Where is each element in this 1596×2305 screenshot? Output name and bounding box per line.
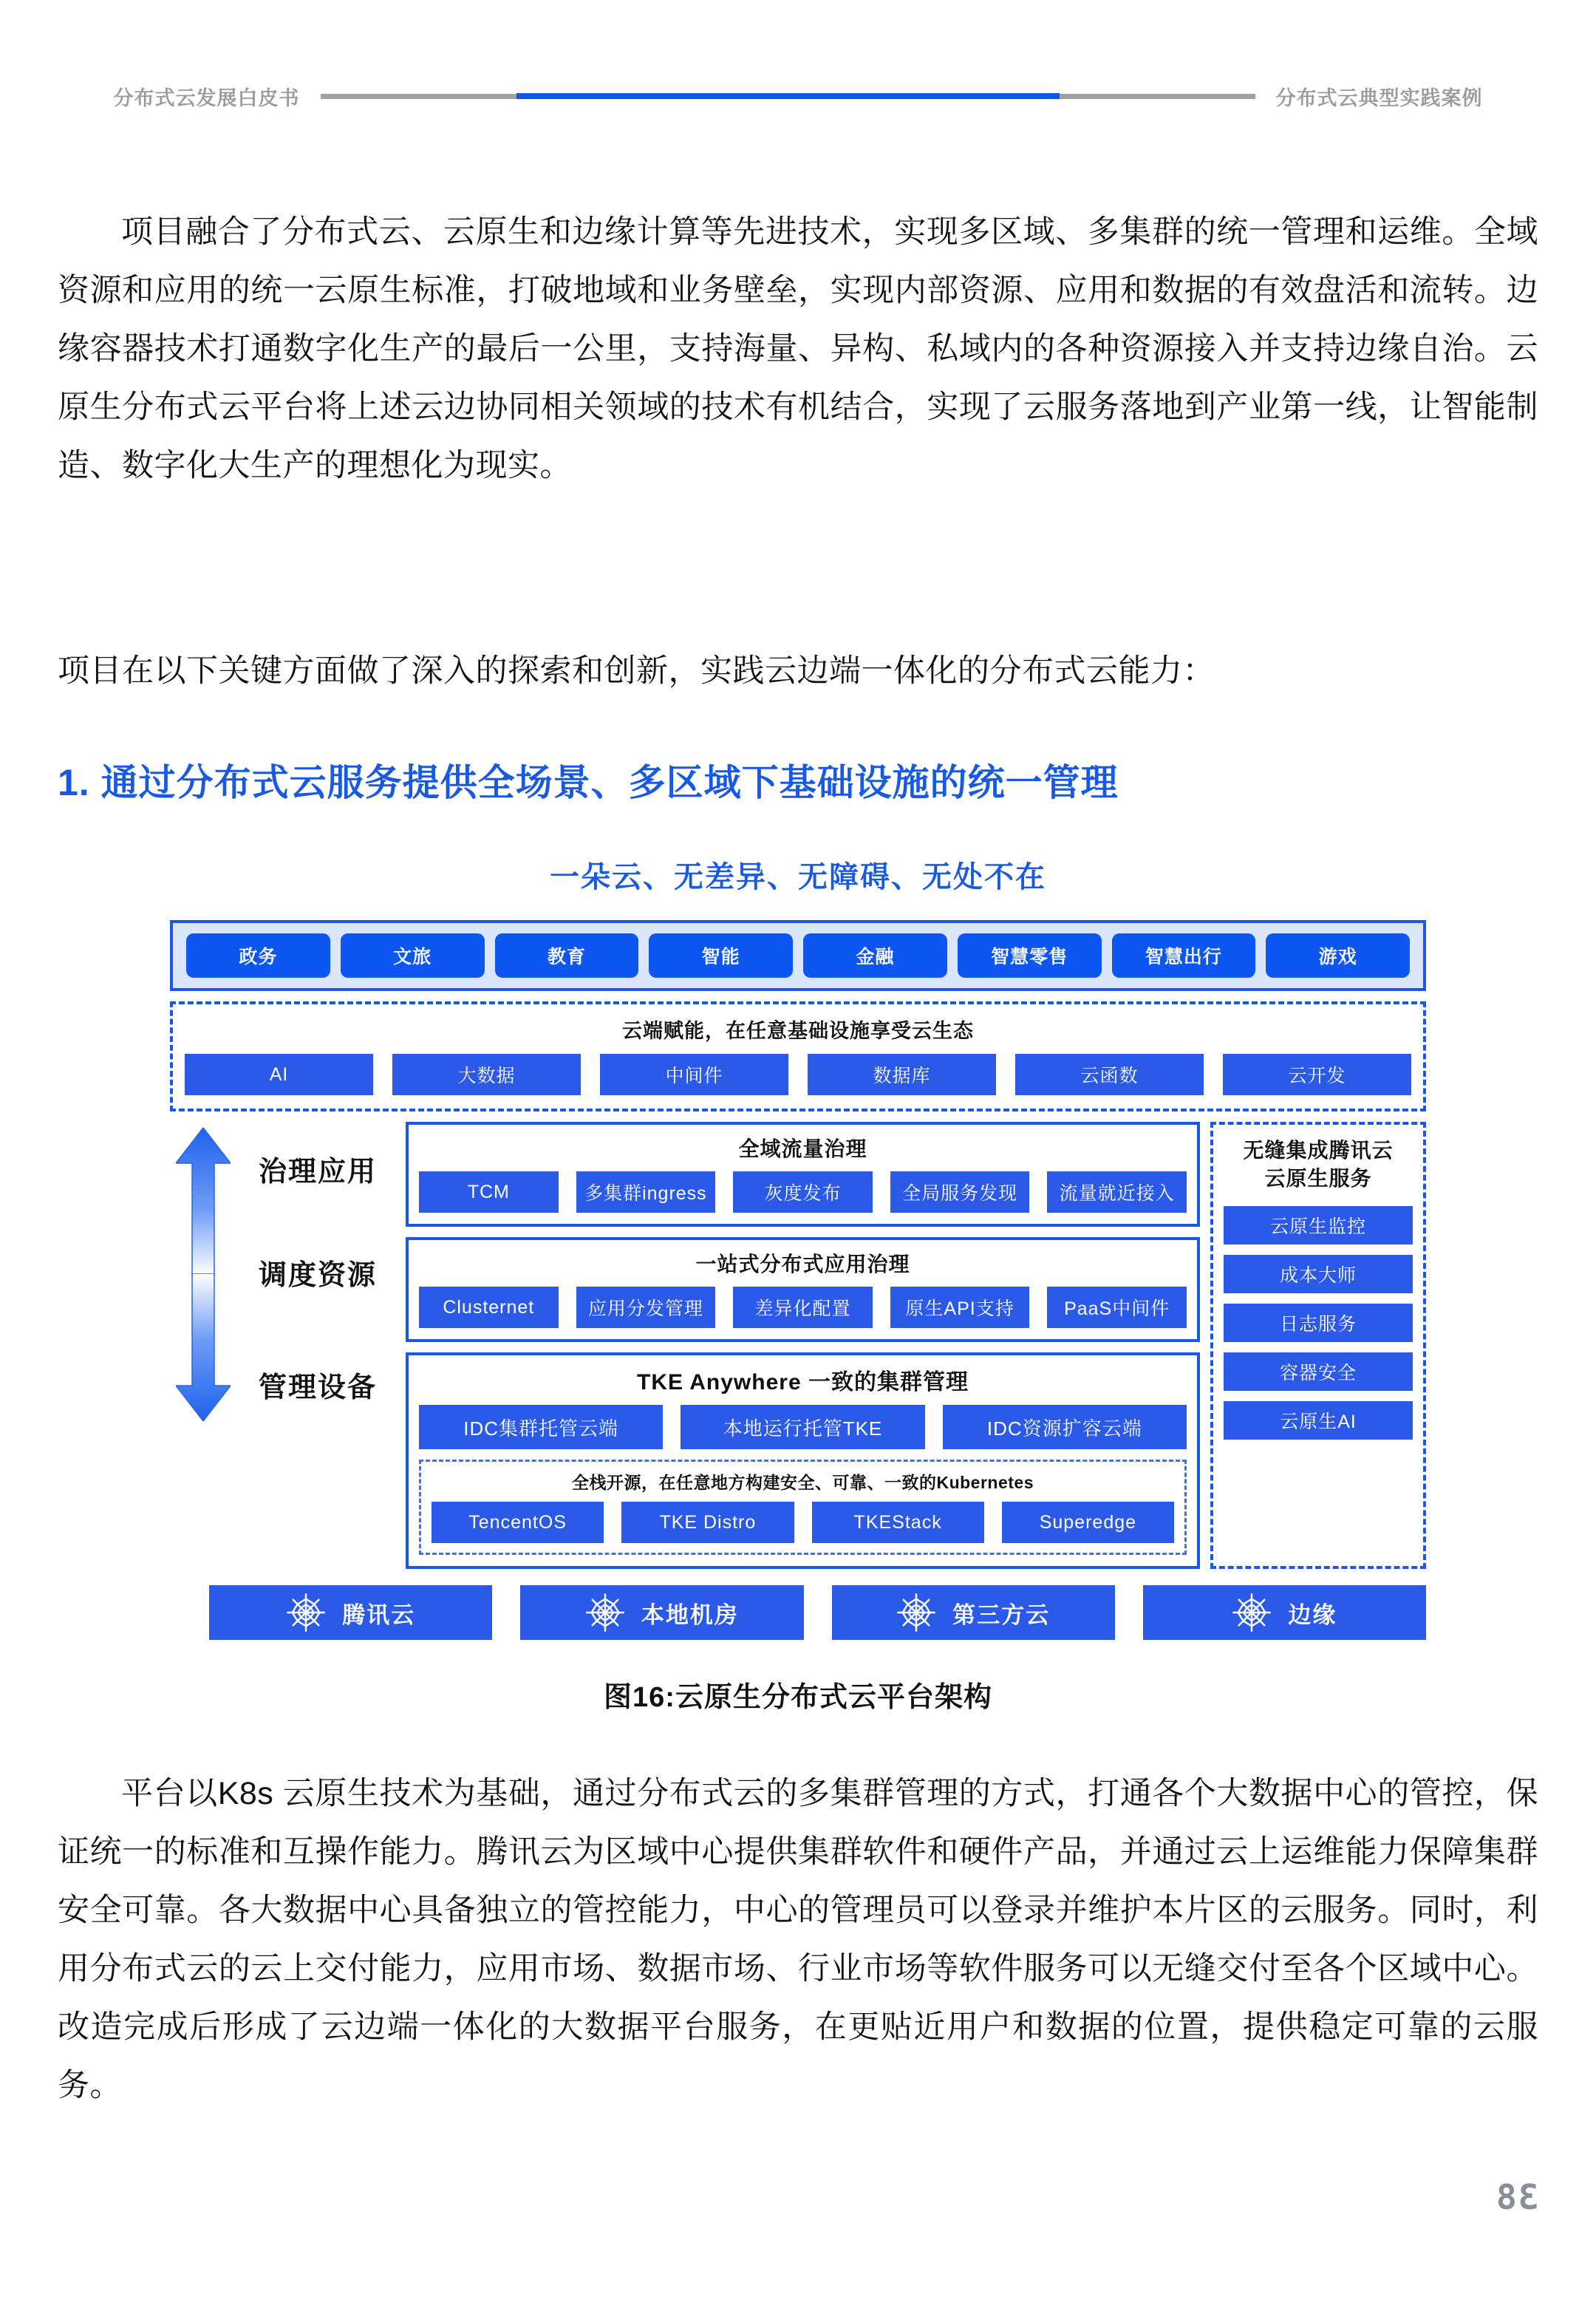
web-network-icon xyxy=(286,1593,326,1632)
infrastructure-item[interactable] xyxy=(1143,1585,1426,1640)
infrastructure-label: 本地机房 xyxy=(641,1601,739,1628)
panel-item[interactable]: 流量就近接入 xyxy=(1047,1171,1187,1213)
header-rule-blue xyxy=(516,93,1060,99)
open-source-item[interactable]: Superedge xyxy=(1002,1502,1174,1543)
industry-pill[interactable]: 政务 xyxy=(186,933,330,978)
sidebar-title-line-2: 云原生服务 xyxy=(1264,1167,1372,1190)
web-network-icon xyxy=(1232,1593,1272,1632)
industry-pill[interactable]: 智能 xyxy=(649,933,793,978)
header-right-title: 分布式云典型实践案例 xyxy=(1275,86,1483,109)
panel-item[interactable]: TCM xyxy=(419,1171,559,1213)
sidebar-service-item[interactable]: 日志服务 xyxy=(1224,1304,1413,1342)
paragraph-lead-in: 项目在以下关键方面做了深入的探索和创新，实践云边端一体化的分布式云能力： xyxy=(58,653,1215,689)
panel-title: 一站式分布式应用治理 xyxy=(695,1253,910,1276)
infrastructure-label: 第三方云 xyxy=(952,1601,1051,1628)
panel-items xyxy=(419,1171,1187,1213)
open-source-band xyxy=(419,1460,1187,1555)
industry-pill[interactable]: 文旅 xyxy=(341,933,485,978)
infrastructure-label: 腾讯云 xyxy=(342,1601,416,1628)
header-rule-grey-left xyxy=(321,94,516,99)
panel-tke-anywhere xyxy=(406,1352,1200,1569)
cloud-enablement-band xyxy=(170,1001,1426,1111)
cloud-enablement-title: 云端赋能，在任意基础设施享受云生态 xyxy=(622,1020,974,1042)
section-heading: 1. 通过分布式云服务提供全场景、多区域下基础设施的统一管理 xyxy=(58,761,1119,803)
infrastructure-label: 边缘 xyxy=(1288,1601,1337,1628)
panel-item[interactable]: 多集群ingress xyxy=(576,1171,716,1213)
panel-items xyxy=(419,1287,1187,1328)
axis-label-top: 治理应用 xyxy=(259,1157,378,1188)
page-number: 38 xyxy=(1494,2177,1538,2217)
panel-item[interactable]: 应用分发管理 xyxy=(576,1287,716,1328)
open-source-item[interactable]: TKEStack xyxy=(812,1502,984,1543)
industry-pill[interactable]: 金融 xyxy=(803,933,947,978)
sidebar-service-item[interactable]: 云原生监控 xyxy=(1224,1206,1413,1245)
axis-label-bottom: 管理设备 xyxy=(259,1372,378,1403)
panel-item[interactable]: 本地运行托管TKE xyxy=(681,1405,924,1449)
sidebar-service-item[interactable]: 成本大师 xyxy=(1224,1255,1413,1293)
tke-cluster-items xyxy=(419,1405,1187,1449)
cloud-service-chip[interactable]: 中间件 xyxy=(600,1054,788,1095)
panel-app-governance xyxy=(406,1237,1200,1342)
architecture-figure xyxy=(0,854,1596,1715)
panel-item[interactable]: 差异化配置 xyxy=(733,1287,873,1328)
industry-pill[interactable]: 智慧出行 xyxy=(1112,933,1256,978)
diagram-middle-region xyxy=(170,1122,1426,1569)
industry-banner xyxy=(170,920,1426,991)
panel-stack xyxy=(406,1122,1200,1569)
panel-item[interactable]: IDC资源扩容云端 xyxy=(943,1405,1187,1449)
capability-axis xyxy=(170,1122,395,1569)
cloud-service-chip[interactable]: 云函数 xyxy=(1015,1054,1204,1095)
architecture-diagram xyxy=(170,920,1426,1640)
paragraph-intro: 项目融合了分布式云、云原生和边缘计算等先进技术，实现多区域、多集群的统一管理和运维。全域资源和应用的统一云原生标准，打破地域和业务壁垒，实现内部资源、应用和数据的有效盘活和流转。边缘容器技术打通数字化生产的最后一公里，支持海量、异构、私域内的各种资源接入并支持边缘自治。云原生分布式云平台将上述云边协同相关领域的技术有机结合，实现了云服务落地到产业第一线，让智能制造、数字化大生产的理想化为现实。 xyxy=(58,214,1538,483)
panel-item[interactable]: Clusternet xyxy=(419,1287,559,1328)
panel-title: TKE Anywhere 一致的集群管理 xyxy=(637,1370,969,1395)
cloud-service-chip[interactable]: 数据库 xyxy=(808,1054,996,1095)
panel-item[interactable]: 灰度发布 xyxy=(733,1171,873,1213)
sidebar-service-item[interactable]: 云原生AI xyxy=(1224,1401,1413,1440)
cloud-service-chip[interactable]: 云开发 xyxy=(1223,1054,1411,1095)
industry-pill[interactable]: 智慧零售 xyxy=(958,933,1102,978)
figure-title: 一朵云、无差异、无障碍、无处不在 xyxy=(550,861,1046,893)
cloud-service-chip[interactable]: AI xyxy=(185,1054,373,1095)
panel-item[interactable]: PaaS中间件 xyxy=(1047,1287,1187,1328)
sidebar-title xyxy=(1224,1137,1413,1193)
open-source-title: 全栈开源，在任意地方构建安全、可靠、一致的Kubernetes xyxy=(571,1473,1034,1492)
tencent-cloud-services-sidebar xyxy=(1210,1122,1426,1569)
axis-label-middle: 调度资源 xyxy=(259,1260,378,1291)
panel-traffic-governance xyxy=(406,1122,1200,1227)
sidebar-service-item[interactable]: 容器安全 xyxy=(1224,1352,1413,1391)
paragraph-platform: 平台以K8s 云原生技术为基础，通过分布式云的多集群管理的方式，打通各个大数据中心的管控，保证统一的标准和互操作能力。腾讯云为区域中心提供集群软件和硬件产品，并通过云上运维能力保障集群安全可靠。各大数据中心具备独立的管控能力，中心的管理员可以登录并维护本片区的云服务。同时，利用分布式云的云上交付能力，应用市场、数据市场、行业市场等软件服务可以无缝交付至各个区域中心。改造完成后形成了云边端一体化的大数据平台服务，在更贴近用户和数据的位置，提供稳定可靠的云服务。 xyxy=(58,1776,1538,2103)
panel-item[interactable]: 原生API支持 xyxy=(890,1287,1030,1328)
industry-pill[interactable]: 游戏 xyxy=(1266,933,1410,978)
arrow-up-icon xyxy=(176,1128,231,1279)
panel-item[interactable]: 全局服务发现 xyxy=(890,1171,1030,1213)
figure-caption: 图16:云原生分布式云平台架构 xyxy=(604,1682,992,1713)
web-network-icon xyxy=(585,1593,625,1632)
arrow-down-icon xyxy=(176,1273,231,1425)
panel-item[interactable]: IDC集群托管云端 xyxy=(419,1405,663,1449)
cloud-service-chip[interactable]: 大数据 xyxy=(392,1054,581,1095)
header-left-title: 分布式云发展白皮书 xyxy=(113,86,300,109)
infrastructure-row xyxy=(209,1585,1426,1640)
panel-title: 全域流量治理 xyxy=(738,1137,867,1160)
header-rule-grey-right xyxy=(1060,94,1255,99)
sidebar-title-line-1: 无缝集成腾讯云 xyxy=(1243,1139,1394,1162)
running-header xyxy=(0,74,1596,118)
industry-pill[interactable]: 教育 xyxy=(495,933,639,978)
open-source-items xyxy=(432,1502,1174,1543)
infrastructure-item[interactable] xyxy=(832,1585,1115,1640)
open-source-item[interactable]: TKE Distro xyxy=(621,1502,794,1543)
web-network-icon xyxy=(896,1593,936,1632)
infrastructure-item[interactable] xyxy=(520,1585,803,1640)
infrastructure-item[interactable] xyxy=(209,1585,492,1640)
open-source-item[interactable]: TencentOS xyxy=(432,1502,604,1543)
cloud-enablement-items xyxy=(185,1054,1411,1095)
